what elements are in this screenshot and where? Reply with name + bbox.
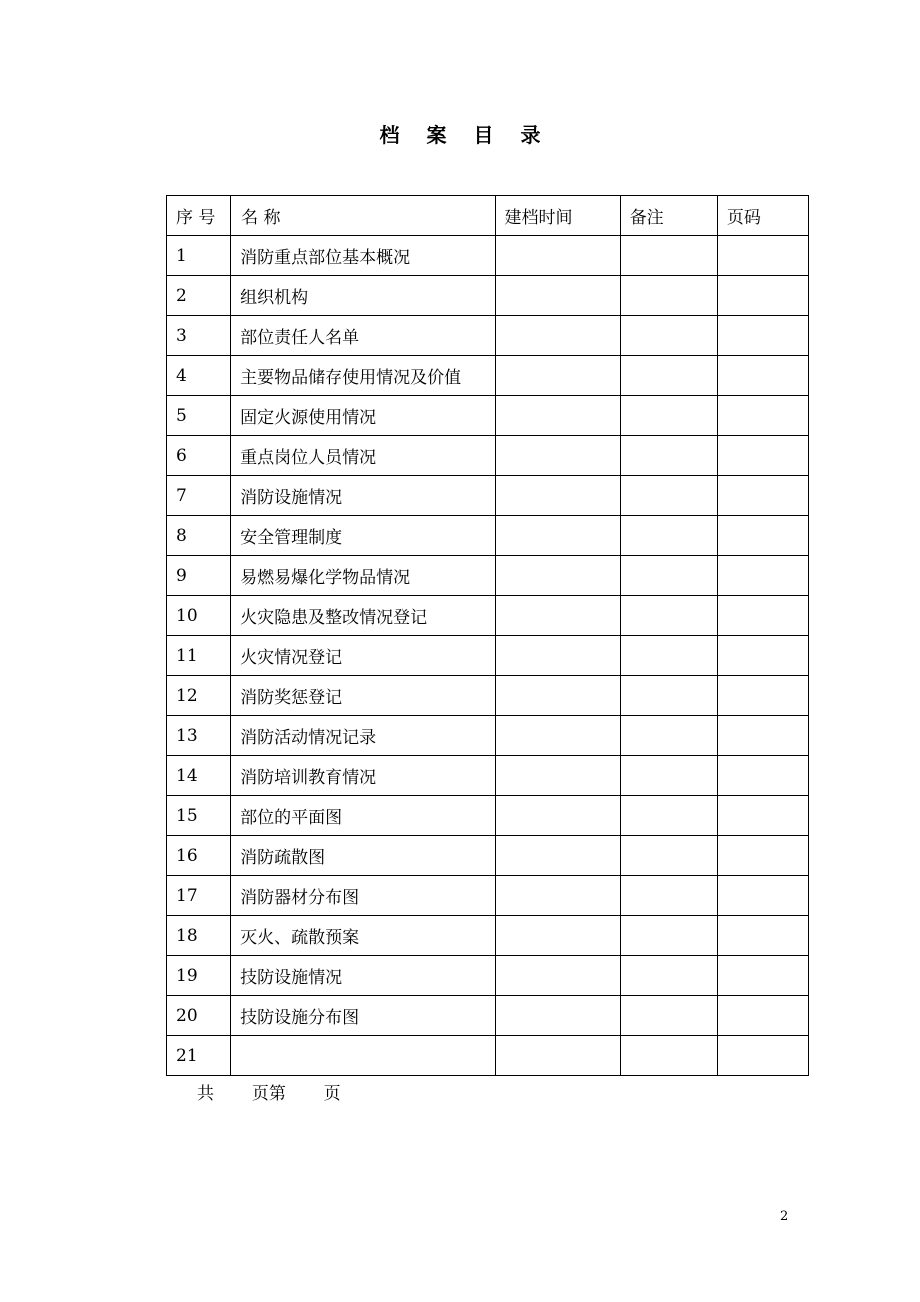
table-row (167, 596, 809, 636)
cell-page (717, 396, 808, 436)
cell-seq: 10 (167, 596, 231, 636)
cell-name: 部位责任人名单 (231, 316, 495, 356)
table-row (167, 996, 809, 1036)
cell-note (620, 476, 717, 516)
footer-page-of-label: 页第 (251, 1084, 286, 1104)
header-note: 备注 (620, 196, 717, 236)
cell-note (620, 956, 717, 996)
cell-date (495, 436, 620, 476)
cell-page (717, 516, 808, 556)
page-number: 2 (780, 1209, 789, 1224)
cell-name: 技防设施情况 (231, 956, 495, 996)
header-seq: 序 号 (167, 196, 231, 236)
cell-note (620, 636, 717, 676)
table-row (167, 716, 809, 756)
cell-seq: 8 (167, 516, 231, 556)
cell-date (495, 596, 620, 636)
cell-name: 消防奖惩登记 (231, 676, 495, 716)
cell-note (620, 836, 717, 876)
table-row (167, 756, 809, 796)
cell-page (717, 756, 808, 796)
cell-name: 组织机构 (231, 276, 495, 316)
cell-note (620, 356, 717, 396)
cell-date (495, 556, 620, 596)
cell-date (495, 236, 620, 276)
cell-name (231, 1036, 495, 1076)
cell-name: 灭火、疏散预案 (231, 916, 495, 956)
cell-seq: 1 (167, 236, 231, 276)
cell-note (620, 796, 717, 836)
cell-page (717, 276, 808, 316)
table-row (167, 316, 809, 356)
table-row (167, 636, 809, 676)
cell-seq: 6 (167, 436, 231, 476)
cell-note (620, 876, 717, 916)
table-row (167, 476, 809, 516)
cell-name: 消防器材分布图 (231, 876, 495, 916)
cell-name: 重点岗位人员情况 (231, 436, 495, 476)
cell-seq: 20 (167, 996, 231, 1036)
cell-seq: 12 (167, 676, 231, 716)
cell-date (495, 796, 620, 836)
cell-note (620, 996, 717, 1036)
cell-seq: 9 (167, 556, 231, 596)
footer-total-label: 共 (197, 1084, 214, 1104)
cell-seq: 15 (167, 796, 231, 836)
cell-date (495, 356, 620, 396)
cell-name: 技防设施分布图 (231, 996, 495, 1036)
cell-page (717, 356, 808, 396)
cell-name: 消防培训教育情况 (231, 756, 495, 796)
cell-date (495, 836, 620, 876)
cell-page (717, 1036, 808, 1076)
cell-page (717, 636, 808, 676)
cell-page (717, 716, 808, 756)
cell-note (620, 676, 717, 716)
cell-page (717, 236, 808, 276)
cell-page (717, 916, 808, 956)
cell-name: 消防重点部位基本概况 (231, 236, 495, 276)
cell-date (495, 916, 620, 956)
footer-page-label: 页 (323, 1084, 341, 1104)
table-body (167, 236, 809, 1076)
cell-date (495, 676, 620, 716)
cell-seq: 14 (167, 756, 231, 796)
cell-name: 主要物品储存使用情况及价值 (231, 356, 495, 396)
table-row (167, 436, 809, 476)
cell-date (495, 636, 620, 676)
cell-seq: 18 (167, 916, 231, 956)
cell-page (717, 836, 808, 876)
cell-date (495, 476, 620, 516)
cell-date (495, 716, 620, 756)
cell-seq: 3 (167, 316, 231, 356)
cell-note (620, 516, 717, 556)
cell-page (717, 796, 808, 836)
cell-page (717, 436, 808, 476)
cell-seq: 7 (167, 476, 231, 516)
catalog-table (166, 195, 809, 1076)
cell-note (620, 436, 717, 476)
cell-seq: 17 (167, 876, 231, 916)
table-row (167, 356, 809, 396)
table-row (167, 876, 809, 916)
cell-name: 火灾隐患及整改情况登记 (231, 596, 495, 636)
table-row (167, 836, 809, 876)
cell-date (495, 396, 620, 436)
cell-date (495, 276, 620, 316)
cell-page (717, 996, 808, 1036)
cell-page (717, 876, 808, 916)
cell-date (495, 956, 620, 996)
header-name: 名 称 (231, 196, 495, 236)
title-char: 目 (473, 123, 494, 147)
table-row (167, 516, 809, 556)
title-char: 案 (426, 123, 447, 147)
cell-seq: 4 (167, 356, 231, 396)
cell-page (717, 476, 808, 516)
cell-page (717, 596, 808, 636)
cell-name: 固定火源使用情况 (231, 396, 495, 436)
cell-seq: 16 (167, 836, 231, 876)
cell-page (717, 316, 808, 356)
cell-note (620, 556, 717, 596)
header-date: 建档时间 (495, 196, 620, 236)
cell-note (620, 716, 717, 756)
cell-name: 消防设施情况 (231, 476, 495, 516)
table-row (167, 676, 809, 716)
table-row (167, 276, 809, 316)
cell-note (620, 316, 717, 356)
table-row (167, 796, 809, 836)
table-row (167, 236, 809, 276)
table-row (167, 916, 809, 956)
cell-note (620, 276, 717, 316)
table-row (167, 556, 809, 596)
cell-name: 消防活动情况记录 (231, 716, 495, 756)
cell-date (495, 996, 620, 1036)
cell-page (717, 556, 808, 596)
cell-note (620, 236, 717, 276)
title-char: 档 (379, 123, 400, 147)
cell-seq: 21 (167, 1036, 231, 1076)
cell-name: 部位的平面图 (231, 796, 495, 836)
table-row (167, 1036, 809, 1076)
cell-note (620, 596, 717, 636)
cell-seq: 2 (167, 276, 231, 316)
cell-page (717, 676, 808, 716)
cell-date (495, 516, 620, 556)
cell-note (620, 396, 717, 436)
cell-name: 火灾情况登记 (231, 636, 495, 676)
cell-date (495, 316, 620, 356)
table-row (167, 396, 809, 436)
cell-name: 易燃易爆化学物品情况 (231, 556, 495, 596)
cell-name: 消防疏散图 (231, 836, 495, 876)
cell-note (620, 756, 717, 796)
header-page: 页码 (717, 196, 808, 236)
title-char: 录 (520, 123, 541, 147)
cell-seq: 5 (167, 396, 231, 436)
page-title (0, 120, 920, 150)
cell-date (495, 1036, 620, 1076)
cell-note (620, 916, 717, 956)
cell-date (495, 876, 620, 916)
cell-name: 安全管理制度 (231, 516, 495, 556)
table-row (167, 956, 809, 996)
table-header-row (167, 196, 809, 236)
cell-note (620, 1036, 717, 1076)
cell-date (495, 756, 620, 796)
page-count-line (197, 1082, 341, 1106)
cell-seq: 19 (167, 956, 231, 996)
cell-seq: 11 (167, 636, 231, 676)
cell-seq: 13 (167, 716, 231, 756)
cell-page (717, 956, 808, 996)
